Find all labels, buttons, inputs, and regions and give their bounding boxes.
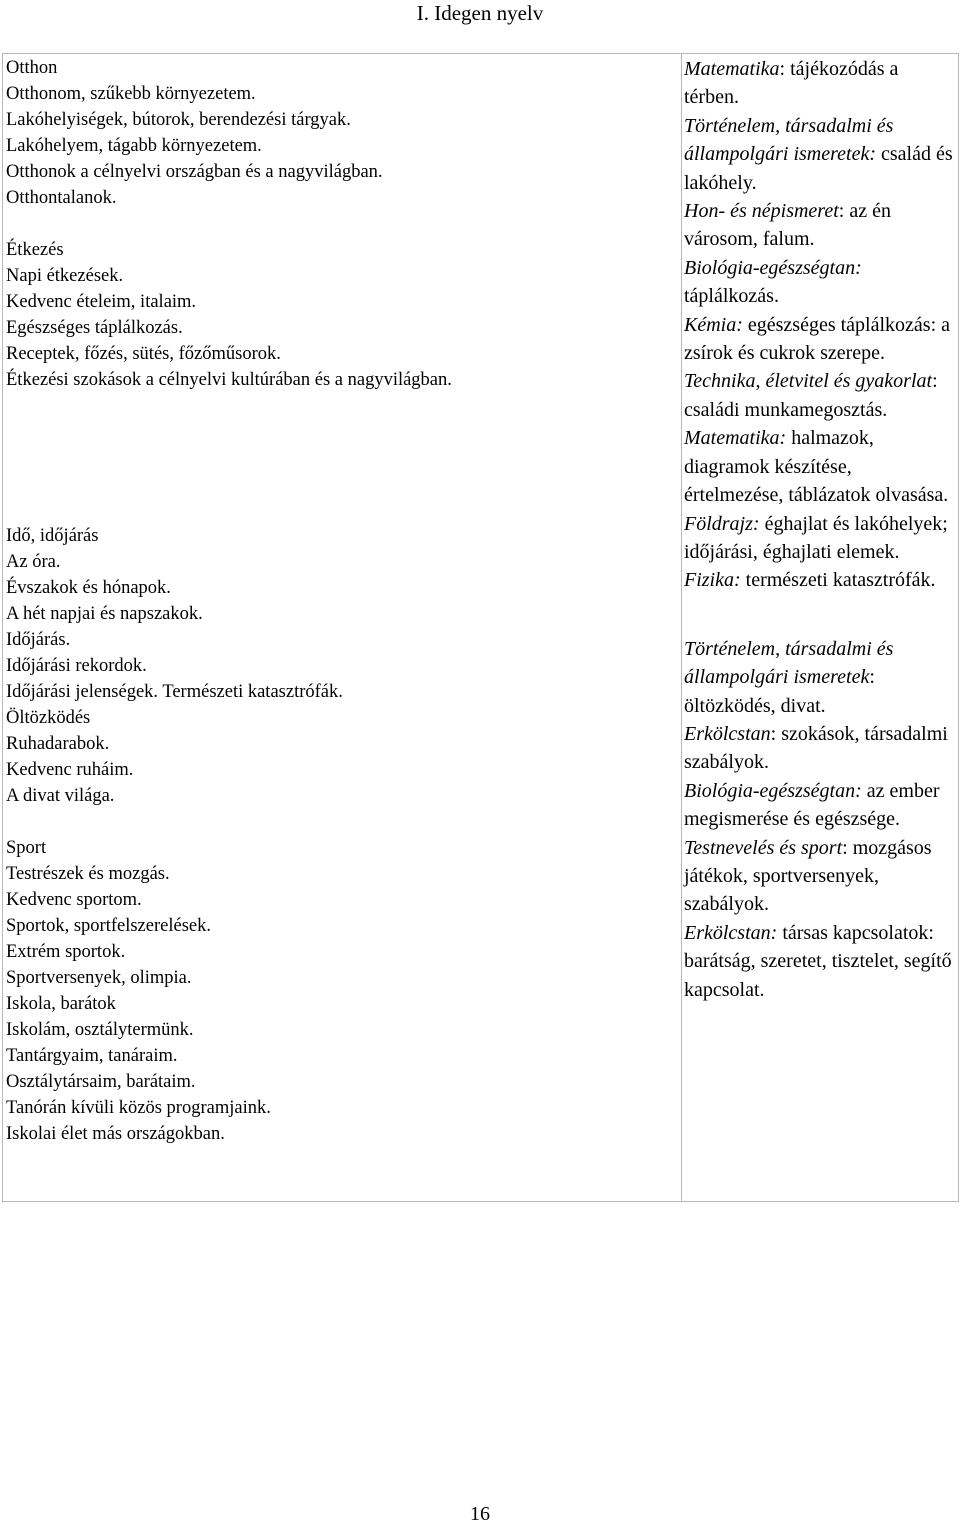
connection-text: : szokások, társadalmi szabályok. — [684, 722, 948, 774]
topic-line: Az óra. — [6, 552, 61, 572]
topic-line: Lakóhelyem, tágabb környezetem. — [6, 136, 262, 156]
topic-line: Otthonok a célnyelvi országban és a nagyvilágban. — [6, 162, 383, 182]
connection-text: halmazok, diagramok készítése, értelmezése, táblázatok olvasása. — [684, 427, 949, 507]
topic-line: Időjárási rekordok. — [6, 656, 147, 676]
page-number: 16 — [470, 1503, 490, 1525]
topic-line: Időjárás. — [6, 630, 71, 650]
subject-name: Biológia-egészségtan: — [684, 256, 862, 279]
subject-name: Biológia-egészségtan: — [684, 779, 862, 802]
topic-heading: Öltözködés — [6, 708, 91, 728]
subject-name: Földrajz: — [684, 512, 760, 535]
spacer — [6, 809, 681, 835]
connection-item — [684, 367, 954, 424]
topic-line: Osztálytársaim, barátaim. — [6, 1072, 196, 1092]
topic-line: Egészséges táplálkozás. — [6, 318, 183, 338]
connection-item — [684, 720, 954, 777]
connection-text: : tájékozódás a térben. — [684, 58, 899, 109]
connection-text: család és lakóhely. — [684, 143, 953, 194]
connection-item — [684, 919, 954, 1004]
subject-name: Történelem, társadalmi és állampolgári ismeretek: — [684, 114, 894, 166]
connection-item — [684, 834, 954, 919]
topic-line: Tanórán kívüli közös programjaink. — [6, 1098, 271, 1118]
topic-line: Sportok, sportfelszerelések. — [6, 916, 211, 936]
subject-name: Kémia: — [684, 313, 743, 336]
topics-block-1 — [3, 54, 681, 1147]
topic-line: Sportversenyek, olimpia. — [6, 968, 192, 988]
connection-item — [684, 55, 954, 112]
topic-line: Étkezési szokások a célnyelvi kultúrában és a nagyvilágban. — [6, 370, 452, 390]
table-row — [3, 54, 959, 1202]
connection-item — [684, 635, 954, 720]
connection-item — [684, 254, 954, 311]
topic-line: Testrészek és mozgás. — [6, 864, 170, 884]
connection-item — [684, 112, 954, 197]
topic-line: Receptek, főzés, sütés, főzőműsorok. — [6, 344, 281, 364]
subject-name: Testnevelés és sport — [684, 836, 843, 859]
page-header: I. Idegen nyelv — [416, 1, 544, 25]
connection-item — [684, 197, 954, 254]
topic-line: Évszakok és hónapok. — [6, 578, 171, 598]
topic-heading: Otthon — [6, 58, 58, 78]
spacer — [6, 211, 681, 237]
topic-heading: Étkezés — [6, 240, 64, 260]
topic-line: Kedvenc ételeim, italaim. — [6, 292, 197, 312]
connection-text: társas kapcsolatok: barátság, szeretet, tisztelet, segítő kapcsolat. — [684, 921, 952, 1001]
topic-line: Iskolai élet más országokban. — [6, 1124, 225, 1144]
topic-line: Iskolám, osztálytermünk. — [6, 1020, 194, 1040]
subject-name: Technika, életvitel és gyakorlat — [684, 370, 933, 393]
connection-text: : öltözködés, divat. — [684, 666, 875, 717]
topic-line: Otthonom, szűkebb környezetem. — [6, 84, 256, 104]
topic-line: Napi étkezések. — [6, 266, 124, 286]
topic-heading: Sport — [6, 838, 47, 858]
connection-item — [684, 777, 954, 834]
connection-item — [684, 311, 954, 368]
connection-text: : mozgásos játékok, sportversenyek, szabályok. — [684, 836, 932, 916]
topic-heading: Iskola, barátok — [6, 994, 116, 1014]
connections-block-1 — [682, 54, 958, 1004]
subject-name: Erkölcstan — [684, 722, 771, 745]
topic-line: Kedvenc sportom. — [6, 890, 142, 910]
subject-name: Fizika: — [684, 569, 741, 592]
connection-text: éghajlat és lakóhelyek; időjárási, éghajlati elemek. — [684, 512, 948, 563]
spacer — [6, 393, 681, 523]
connection-text: egészséges táplálkozás: a zsírok és cukrok szerepe. — [684, 313, 951, 365]
connection-item — [684, 510, 954, 567]
connection-text: : az én városom, falum. — [684, 200, 891, 251]
subject-name: Erkölcstan: — [684, 921, 778, 944]
connection-text: természeti katasztrófák. — [740, 569, 936, 592]
connections-column — [682, 54, 959, 1202]
topic-line: Időjárási jelenségek. Természeti katasztrófák. — [6, 682, 343, 702]
connection-text: táplálkozás. — [684, 285, 779, 308]
connection-text: az ember megismerése és egészsége. — [684, 779, 940, 831]
topic-line: Tantárgyaim, tanáraim. — [6, 1046, 178, 1066]
topic-heading: Idő, időjárás — [6, 526, 99, 546]
topic-line: Ruhadarabok. — [6, 734, 110, 754]
subject-name: Matematika — [684, 58, 780, 80]
connection-text: : családi munkamegosztás. — [684, 370, 938, 421]
topic-line: A divat világa. — [6, 786, 115, 806]
topics-column — [3, 54, 682, 1202]
topic-line: Otthontalanok. — [6, 188, 117, 208]
subject-name: Történelem, társadalmi és állampolgári ismeretek — [684, 637, 894, 689]
topic-line: Extrém sportok. — [6, 942, 126, 962]
topic-line: A hét napjai és napszakok. — [6, 604, 203, 624]
curriculum-table — [2, 53, 959, 1202]
topic-line: Kedvenc ruháim. — [6, 760, 134, 780]
subject-name: Hon- és népismeret — [684, 200, 839, 223]
connection-item — [684, 566, 954, 594]
connection-item — [684, 424, 954, 509]
subject-name: Matematika: — [684, 427, 787, 450]
topic-line: Lakóhelyiségek, bútorok, berendezési tárgyak. — [6, 110, 351, 130]
spacer — [684, 595, 954, 635]
